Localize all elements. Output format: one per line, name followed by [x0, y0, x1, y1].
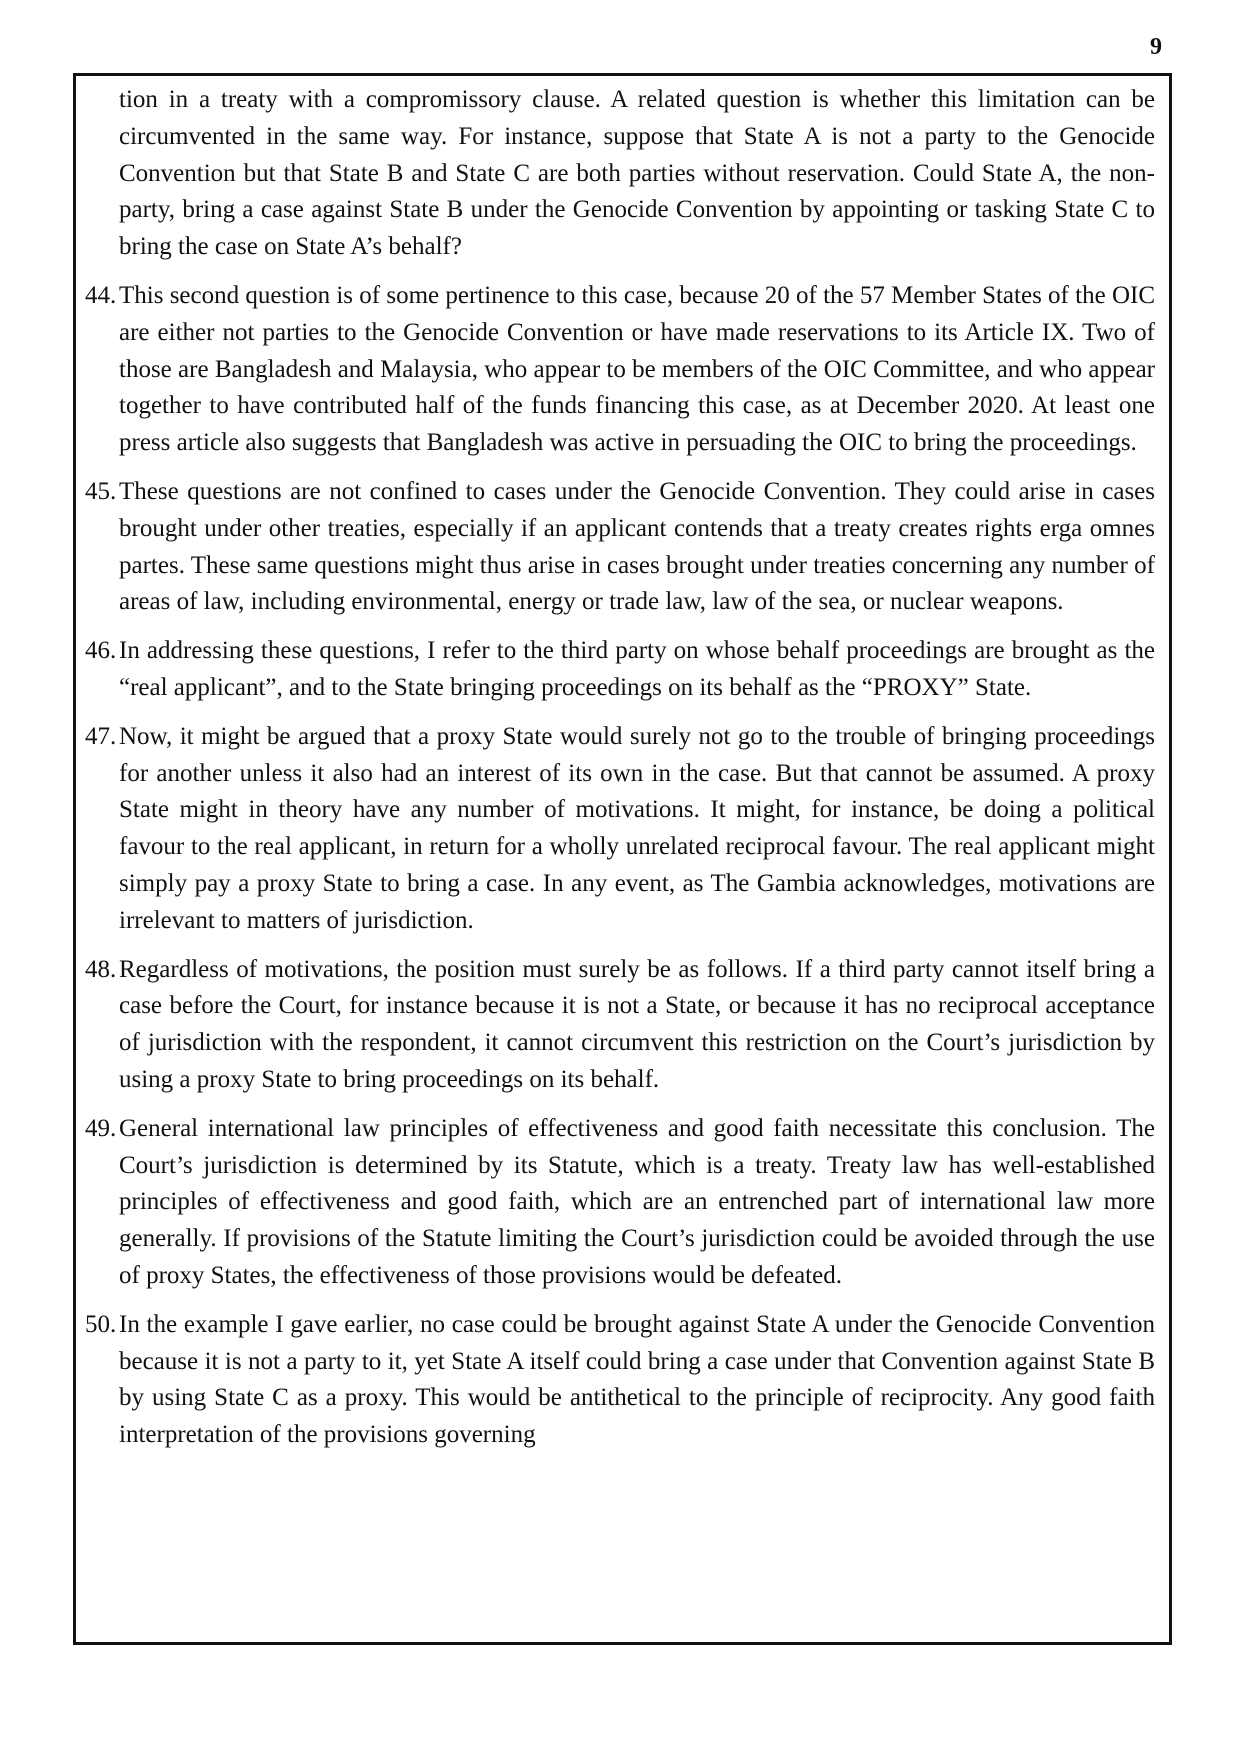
paragraph-text: These questions are not confined to cases under the Genocide Convention. They could arise in cases brought under other treaties, especially if an applicant contends that a treaty creates rights erga omnes partes. These same questions might thus arise in cases brought under treaties concerning any number of areas of law, including environmental, energy or trade law, law of the sea, or nuclear weapons.: [119, 477, 1155, 616]
page-number: 9: [1150, 34, 1162, 60]
continuation-paragraph: tion in a treaty with a compromissory clause. A related question is whether this limitation can be circumvented in the same way. For instance, suppose that State A is not a party to the Genocide Convention but that State B and State C are both parties without reservation. Could State A, the non-party, bring a case against State B under the Genocide Convention by appointing or tasking State C to bring the case on State A’s behalf?: [119, 86, 1155, 261]
paragraph-46: [85, 633, 1155, 707]
paragraph-50: [85, 1307, 1155, 1454]
paragraph-number: 44.: [85, 281, 117, 309]
paragraph-text: In addressing these questions, I refer to the third party on whose behalf proceedings are brought as the “real applicant”, and to the State bringing proceedings on its behalf as the “PROXY” State.: [119, 637, 1155, 701]
paragraph-number: 50.: [85, 1310, 117, 1338]
paragraph-text: Regardless of motivations, the position must surely be as follows. If a third party cannot itself bring a case before the Court, for instance because it is not a State, or because it has no reciprocal acceptance of jurisdiction with the respondent, it cannot circumvent this restriction on the Court’s jurisdiction by using a proxy State to bring proceedings on its behalf.: [119, 955, 1155, 1093]
paragraph-text: In the example I gave earlier, no case could be brought against State A under the Genocide Convention because it is not a party to it, yet State A itself could bring a case under that Convention against State B by using State C as a proxy. This would be antithetical to the principle of reciprocity. Any good faith interpretation of the provisions governing: [119, 1310, 1155, 1449]
paragraph-number: 47.: [85, 722, 117, 750]
paragraph-45: [85, 474, 1155, 621]
paragraph-number: 45.: [85, 477, 117, 505]
paragraph-number: 49.: [85, 1114, 117, 1142]
paragraph-text: This second question is of some pertinence to this case, because 20 of the 57 Member States of the OIC are either not parties to the Genocide Convention or have made reservations to its Article IX. Two of those are Bangladesh and Malaysia, who appear to be members of the OIC Committee, and who appear together to have contributed half of the funds financing this case, as at December 2020. At least one press article also suggests that Bangladesh was active in persuading the OIC to bring the proceedings.: [119, 281, 1155, 457]
page-body: [85, 82, 1155, 1466]
paragraph-number: 48.: [85, 955, 117, 983]
paragraph-49: [85, 1111, 1155, 1295]
paragraph-44: [85, 278, 1155, 462]
text-frame: [73, 73, 1172, 1645]
paragraph-text: General international law principles of effectiveness and good faith necessitate this conclusion. The Court’s jurisdiction is determined by its Statute, which is a treaty. Treaty law has well-established principles of effectiveness and good faith, which are an entrenched part of international law more generally. If provisions of the Statute limiting the Court’s jurisdiction could be avoided through the use of proxy States, the effectiveness of those provisions would be defeated.: [119, 1114, 1155, 1289]
paragraph-text: Now, it might be argued that a proxy State would surely not go to the trouble of bringing proceedings for another unless it also had an interest of its own in the case. But that cannot be assumed. A proxy State might in theory have any number of motivations. It might, for instance, be doing a political favour to the real applicant, in return for a wholly unrelated reciprocal favour. The real applicant might simply pay a proxy State to bring a case. In any event, as The Gambia acknowledges, motivations are irrelevant to matters of jurisdiction.: [119, 722, 1155, 934]
paragraph-47: [85, 719, 1155, 940]
paragraph-number: 46.: [85, 637, 117, 665]
paragraph-48: [85, 952, 1155, 1099]
